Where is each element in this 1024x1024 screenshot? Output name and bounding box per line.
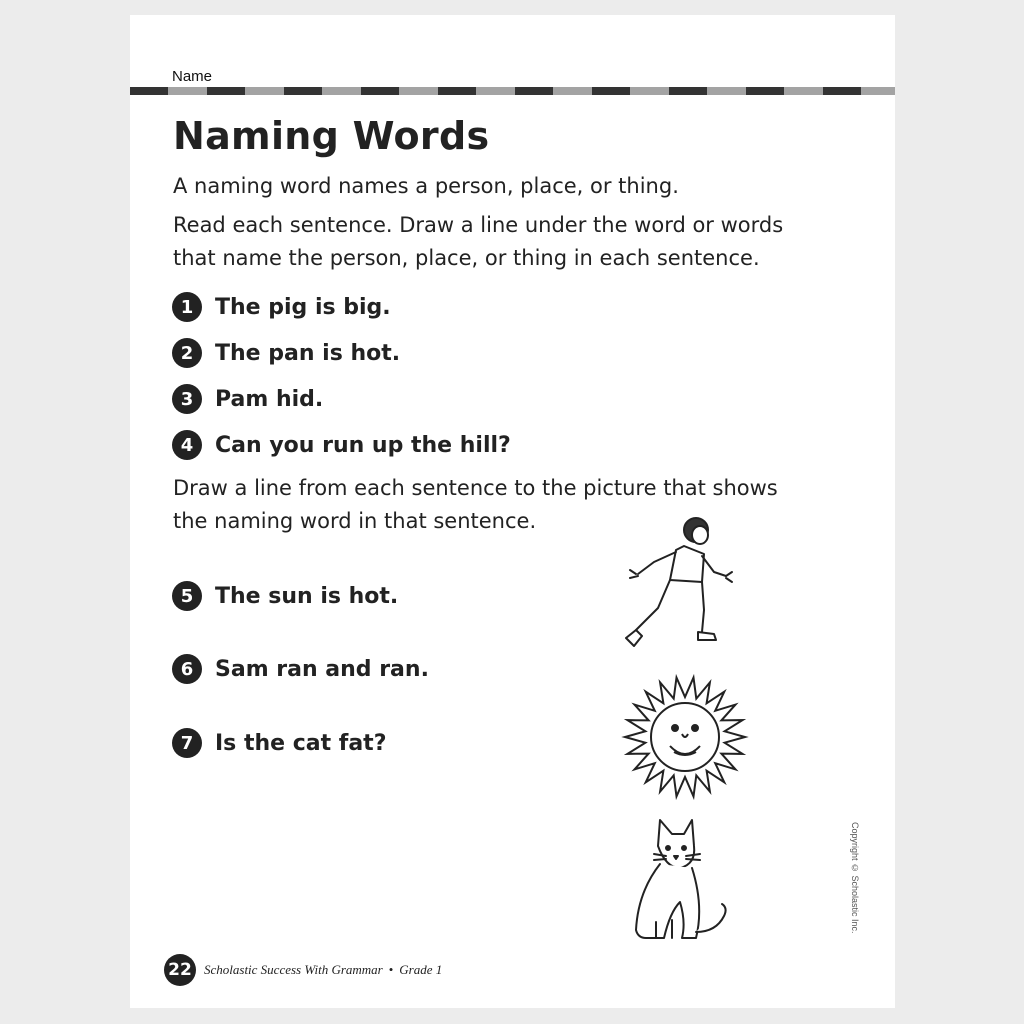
sentence-item-1: [172, 292, 391, 322]
sentence-item-2: [172, 338, 400, 368]
instructions-2-line: Draw a line from each sentence to the picture that shows: [173, 476, 778, 500]
item-number: 7: [172, 728, 202, 758]
item-number: 3: [172, 384, 202, 414]
instructions-1: [173, 209, 783, 275]
sentence-text[interactable]: The pan is hot.: [215, 340, 401, 366]
match-item-6: [172, 654, 429, 684]
running-boy-picture[interactable]: [612, 510, 744, 660]
item-number: 4: [172, 430, 202, 460]
item-number: 6: [172, 654, 202, 684]
item-number: 2: [172, 338, 202, 368]
book-title: Scholastic Success With Grammar: [204, 962, 383, 977]
smiling-sun-picture[interactable]: [620, 672, 750, 802]
page-footer: [164, 954, 442, 986]
item-number: 5: [172, 581, 202, 611]
match-item-5: [172, 581, 398, 611]
item-number: 1: [172, 292, 202, 322]
instructions-1-line: Read each sentence. Draw a line under the word or words: [173, 213, 784, 237]
instructions-1-line: that name the person, place, or thing in each sentence.: [173, 246, 760, 270]
header-stripe: [130, 87, 895, 95]
sentence-text[interactable]: Pam hid.: [215, 386, 324, 412]
definition-text: A naming word names a person, place, or thing.: [173, 174, 679, 198]
sentence-item-3: [172, 384, 323, 414]
copyright-notice: Copyright © Scholastic Inc.: [850, 822, 860, 934]
footer-bullet: •: [388, 962, 394, 977]
match-item-7: [172, 728, 386, 758]
sentence-text[interactable]: Is the cat fat?: [215, 730, 387, 756]
sitting-cat-picture[interactable]: [620, 812, 740, 950]
sentence-text[interactable]: The pig is big.: [215, 294, 391, 320]
sentence-text[interactable]: Sam ran and ran.: [215, 656, 429, 682]
sentence-text[interactable]: The sun is hot.: [215, 583, 399, 609]
grade-label: Grade 1: [399, 962, 443, 977]
name-label: Name: [172, 68, 213, 85]
instructions-2-line: the naming word in that sentence.: [173, 509, 537, 533]
sentence-text[interactable]: Can you run up the hill?: [215, 432, 511, 458]
page-title: Naming Words: [173, 114, 490, 158]
page-number: 22: [164, 954, 196, 986]
sentence-item-4: [172, 430, 511, 460]
